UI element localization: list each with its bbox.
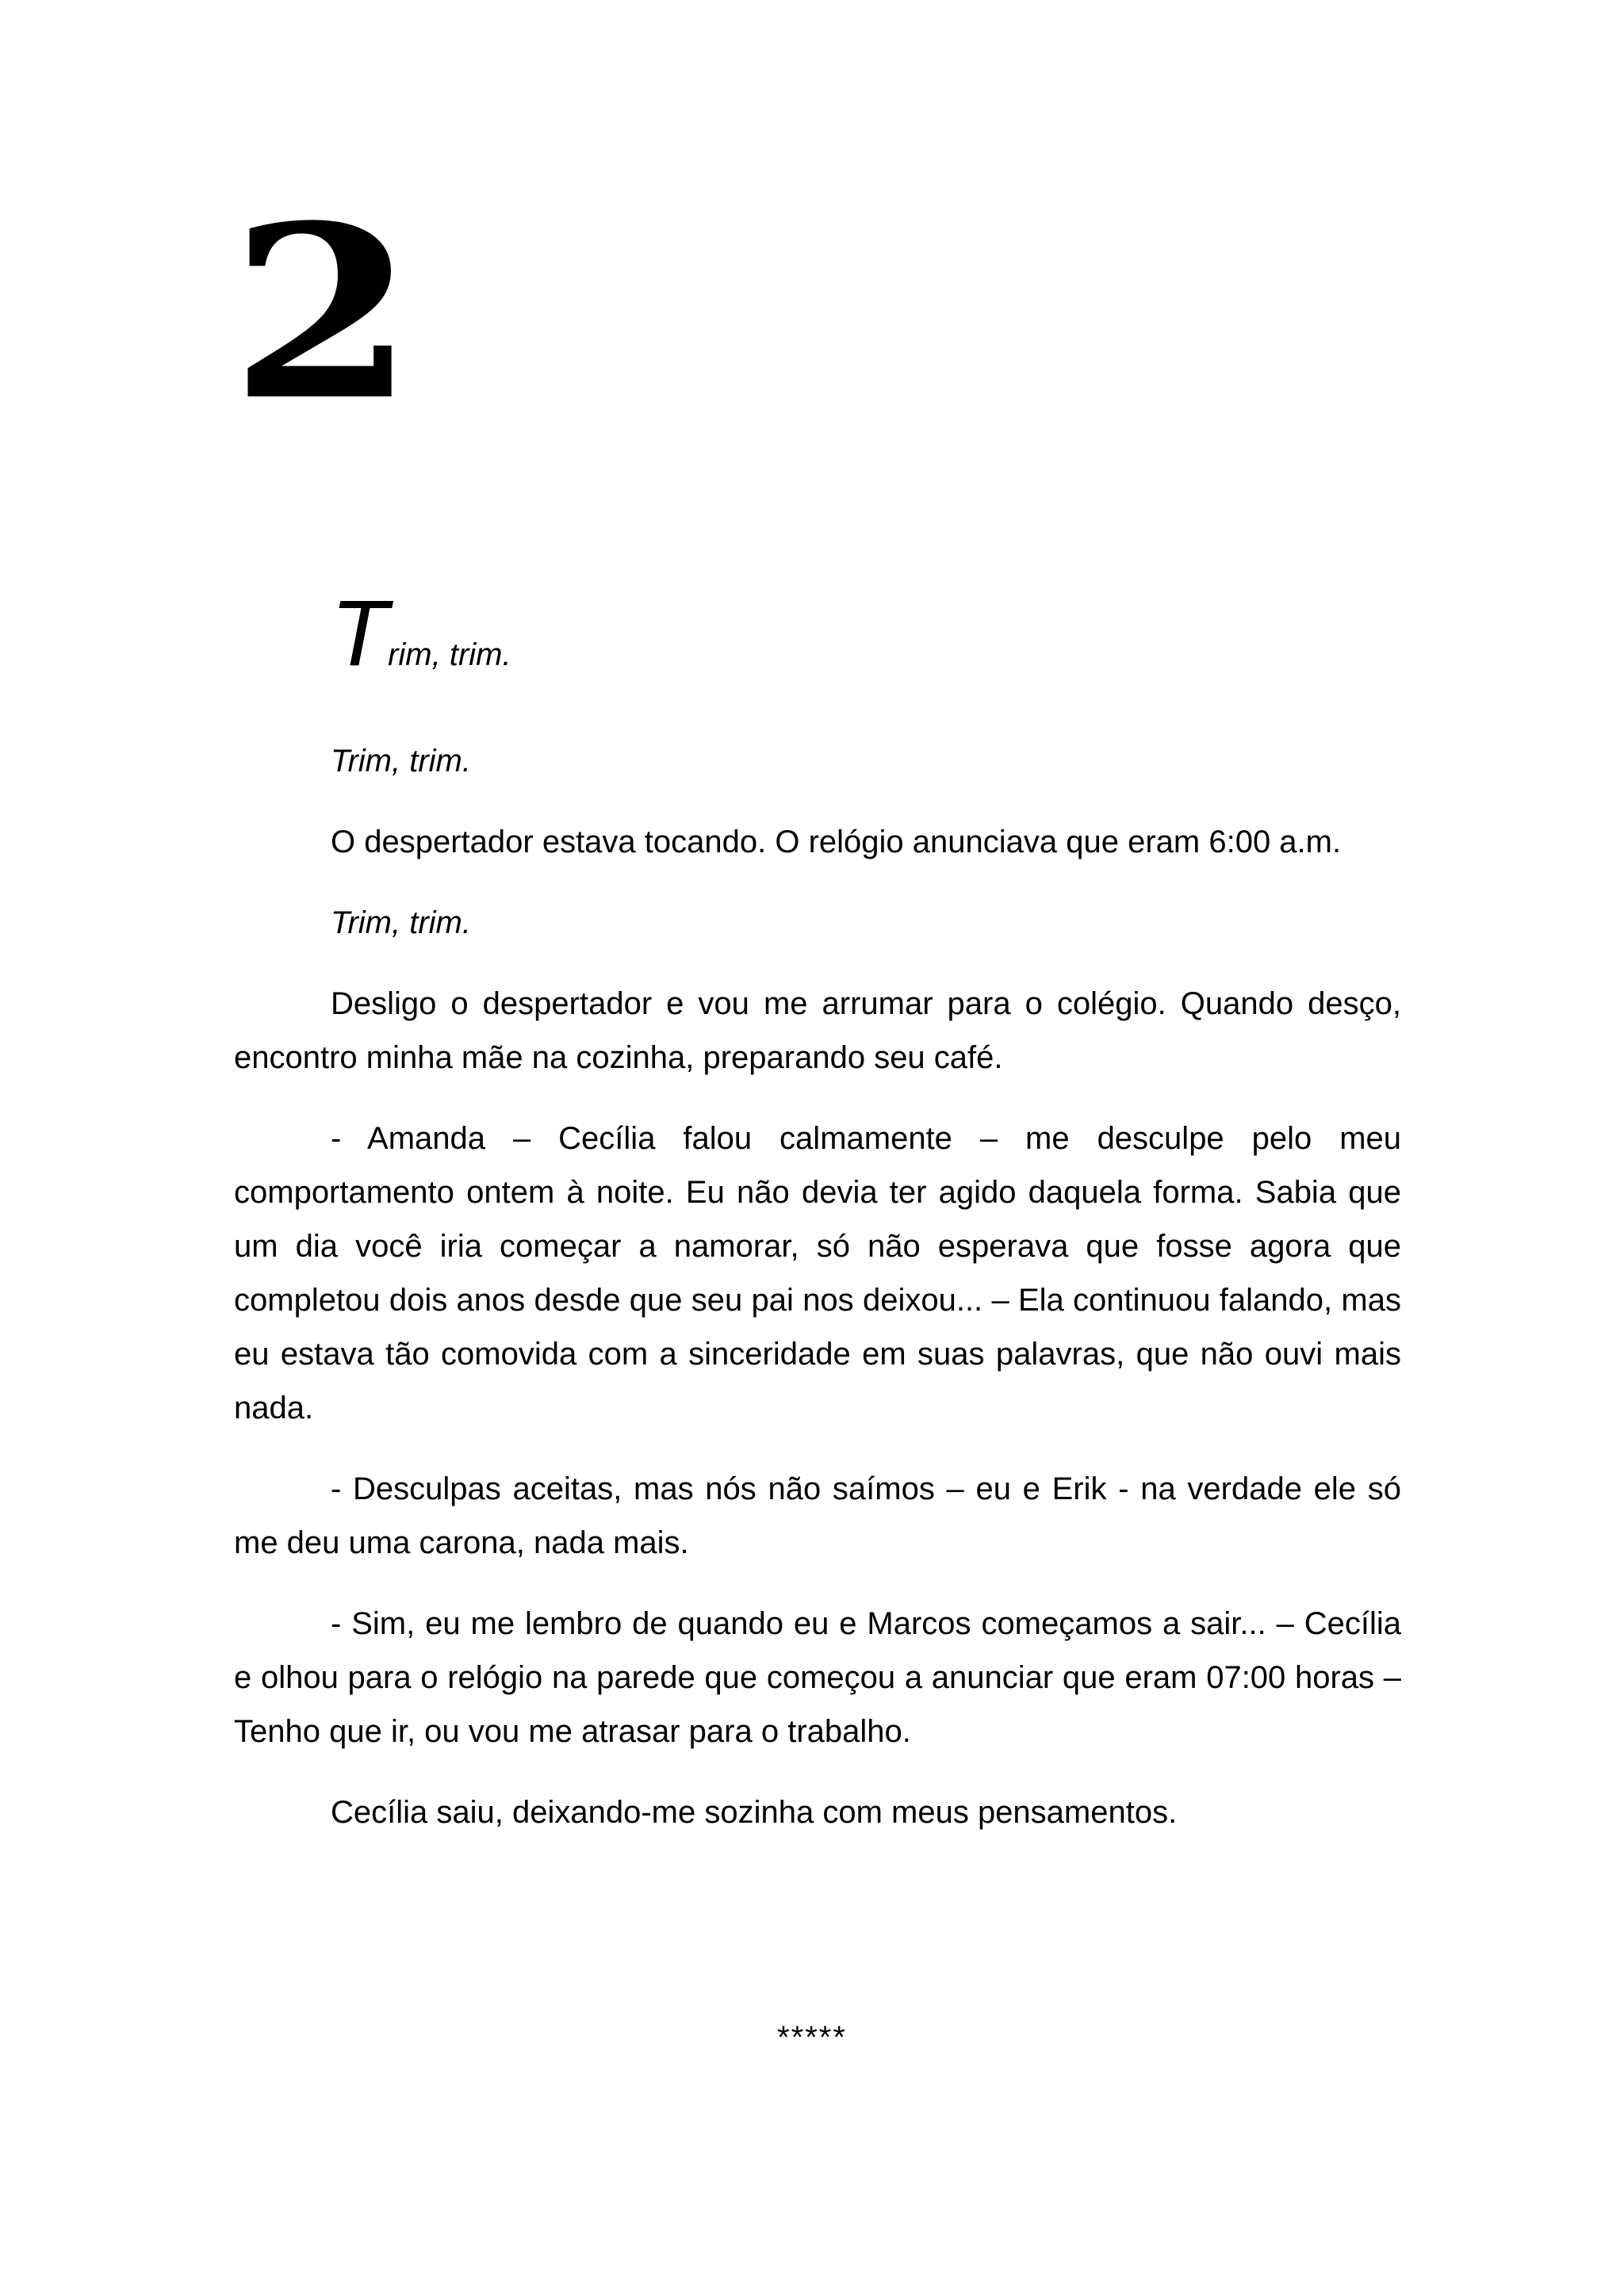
opening-line	[234, 581, 1401, 702]
paragraph: Cecília saiu, deixando-me sozinha com meus pensamentos.	[331, 1795, 1178, 1830]
paragraph: Trim, trim.	[331, 744, 471, 779]
paragraph: Trim, trim.	[331, 905, 471, 940]
paragraph: - Desculpas aceitas, mas nós não saímos – eu e Erik - na verdade ele só me deu uma carona, nada mais.	[234, 1471, 1401, 1560]
paragraph: - Sim, eu me lembro de quando eu e Marcos começamos a sair... – Cecília e olhou para o relógio na parede que começou a anunciar que eram 07:00 horas – Tenho que ir, ou vou me atrasar para o trabalho.	[234, 1606, 1401, 1749]
paragraph: O despertador estava tocando. O relógio anunciava que eram 6:00 a.m.	[331, 825, 1342, 859]
section-separator: *****	[777, 2020, 847, 2055]
paragraph: Desligo o despertador e vou me arrumar para o colégio. Quando desço, encontro minha mãe na cozinha, preparando seu café.	[234, 986, 1401, 1075]
chapter-body	[234, 581, 1401, 1866]
paragraph: - Amanda – Cecília falou calmamente – me desculpe pelo meu comportamento ontem à noite. Eu não devia ter agido daquela forma. Sabia que um dia você iria começar a namorar, só não esperava que fosse agora que completou dois anos desde que seu pai nos deixou... – Ela continuou falando, mas eu estava tão comovida com a sinceridade em suas palavras, que não ouvi mais nada.	[234, 1121, 1401, 1425]
opening-rest: rim, trim.	[388, 637, 511, 672]
drop-cap: T	[331, 581, 389, 686]
chapter-number: 2	[230, 173, 412, 453]
